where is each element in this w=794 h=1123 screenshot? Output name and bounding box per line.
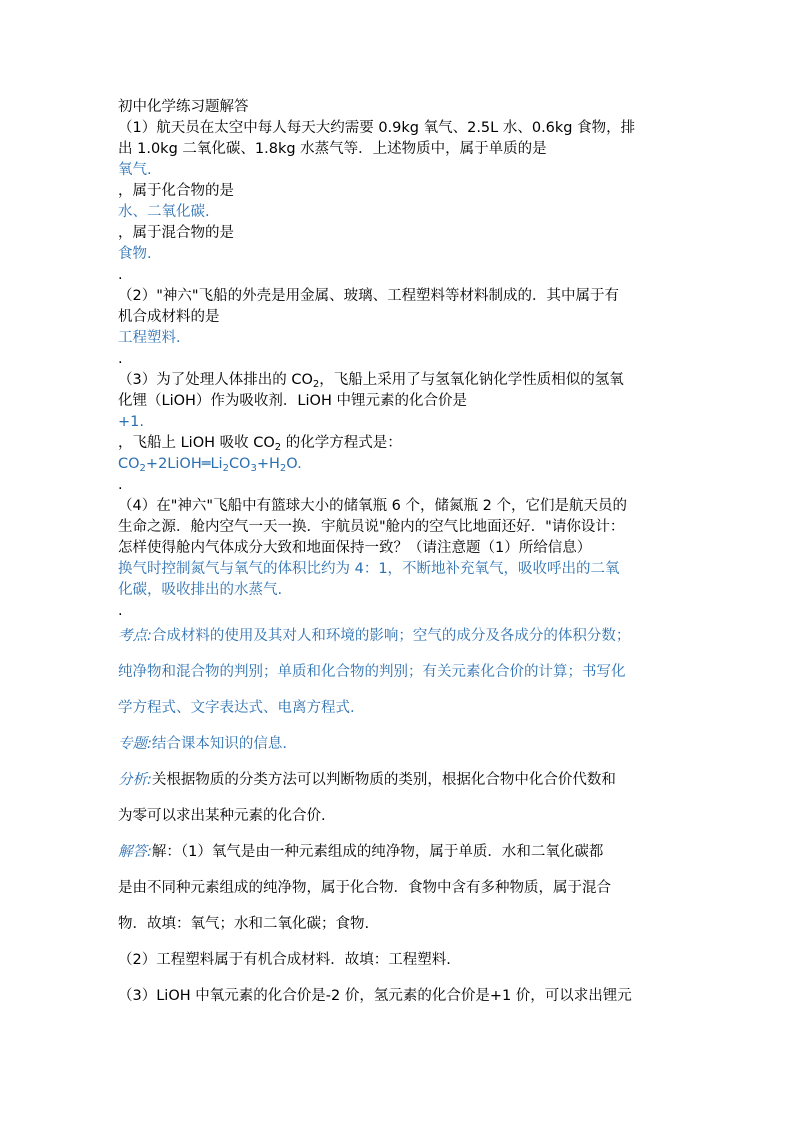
fenxi-label: 分析: [118,772,152,788]
q4-end-dot: . [118,603,123,619]
jieda-line4: （2）工程塑料属于有机合成材料．故填：工程塑料. [118,952,451,968]
q2-line2: 机合成材料的是 [118,309,220,325]
q1-mid2: ，属于混合物的是 [118,225,234,241]
kaodian-line3: 学方程式、文字表达式、电离方程式. [118,700,355,716]
q2-end-dot: . [118,351,123,367]
zhuanti-line: 专题:结合课本知识的信息. [118,736,287,752]
q1-end-dot: . [118,267,123,283]
q4-answer-line1: 换气时控制氮气与氧气的体积比约为 4：1，不断地补充氧气，吸收呼出的二氧 [118,561,620,577]
fenxi-line1: 分析:关根据物质的分类方法可以判断物质的类别，根据化合物中化合价代数和 [118,772,616,788]
q4-line3: 怎样使得舱内气体成分大致和地面保持一致？（请注意题（1）所给信息） [118,540,592,556]
q3-answer-equation: $CO_2+2LiOH═Li_2CO_3+H_2O$. [118,456,302,474]
q2-line1: （2）"神六"飞船的外壳是用金属、玻璃、工程塑料等材料制成的．其中属于有 [118,288,620,304]
jieda-line2: 是由不同种元素组成的纯净物，属于化合物．食物中含有多种物质，属于混合 [118,880,611,896]
q1-answer-mixture: 食物. [118,246,152,262]
q1-mid1: ，属于化合物的是 [118,183,234,199]
zhuanti-label: 专题: [118,736,152,752]
q1-line2: 出 1.0kg 二氧化碳、1.8kg 水蒸气等．上述物质中，属于单质的是 [118,141,547,157]
q1-line1: （1）航天员在太空中每人每天大约需要 0.9kg 氧气、2.5L 水、0.6kg 食物，排 [118,120,636,136]
kaodian-label: 考点: [118,628,152,644]
q3-mid: ，飞船上 LiOH 吸收 $CO_2$ 的化学方程式是： [118,435,402,453]
q4-line1: （4）在"神六"飞船中有篮球大小的储氧瓶 6 个，储氮瓶 2 个，它们是航天员的 [118,498,627,514]
doc-title: 初中化学练习题解答 [118,99,249,115]
q4-line2: 生命之源．舱内空气一天一换．宇航员说"舱内的空气比地面还好．"请你设计： [118,519,625,535]
q3-line2: 化锂（LiOH）作为吸收剂．LiOH 中锂元素的化合价是 [118,393,467,409]
q1-answer-compound: 水、二氧化碳. [118,204,210,220]
q3-answer-valence: +1. [118,414,144,430]
jieda-line1: 解答:解：（1）氧气是由一种元素组成的纯净物，属于单质．水和二氧化碳都 [118,844,604,860]
jieda-line3: 物．故填：氧气；水和二氧化碳；食物. [118,916,370,932]
q3-end-dot: . [118,477,123,493]
q3-line1: （3）为了处理人体排出的 $CO_2$，飞船上采用了与氢氧化钠化学性质相似的氢氧 [118,372,624,390]
q1-answer-element: 氧气. [118,162,152,178]
jieda-label: 解答: [118,844,152,860]
fenxi-line2: 为零可以求出某种元素的化合价. [118,808,326,824]
jieda-line5: （3）LiOH 中氧元素的化合价是-2 价，氢元素的化合价是+1 价，可以求出锂元 [118,988,632,1004]
q2-answer: 工程塑料. [118,330,181,346]
kaodian-line2: 纯净物和混合物的判别；单质和化合物的判别；有关元素化合价的计算；书写化 [118,664,626,680]
kaodian-line1: 考点:合成材料的使用及其对人和环境的影响；空气的成分及各成分的体积分数； [118,628,631,644]
q4-answer-line2: 化碳，吸收排出的水蒸气. [118,582,283,598]
